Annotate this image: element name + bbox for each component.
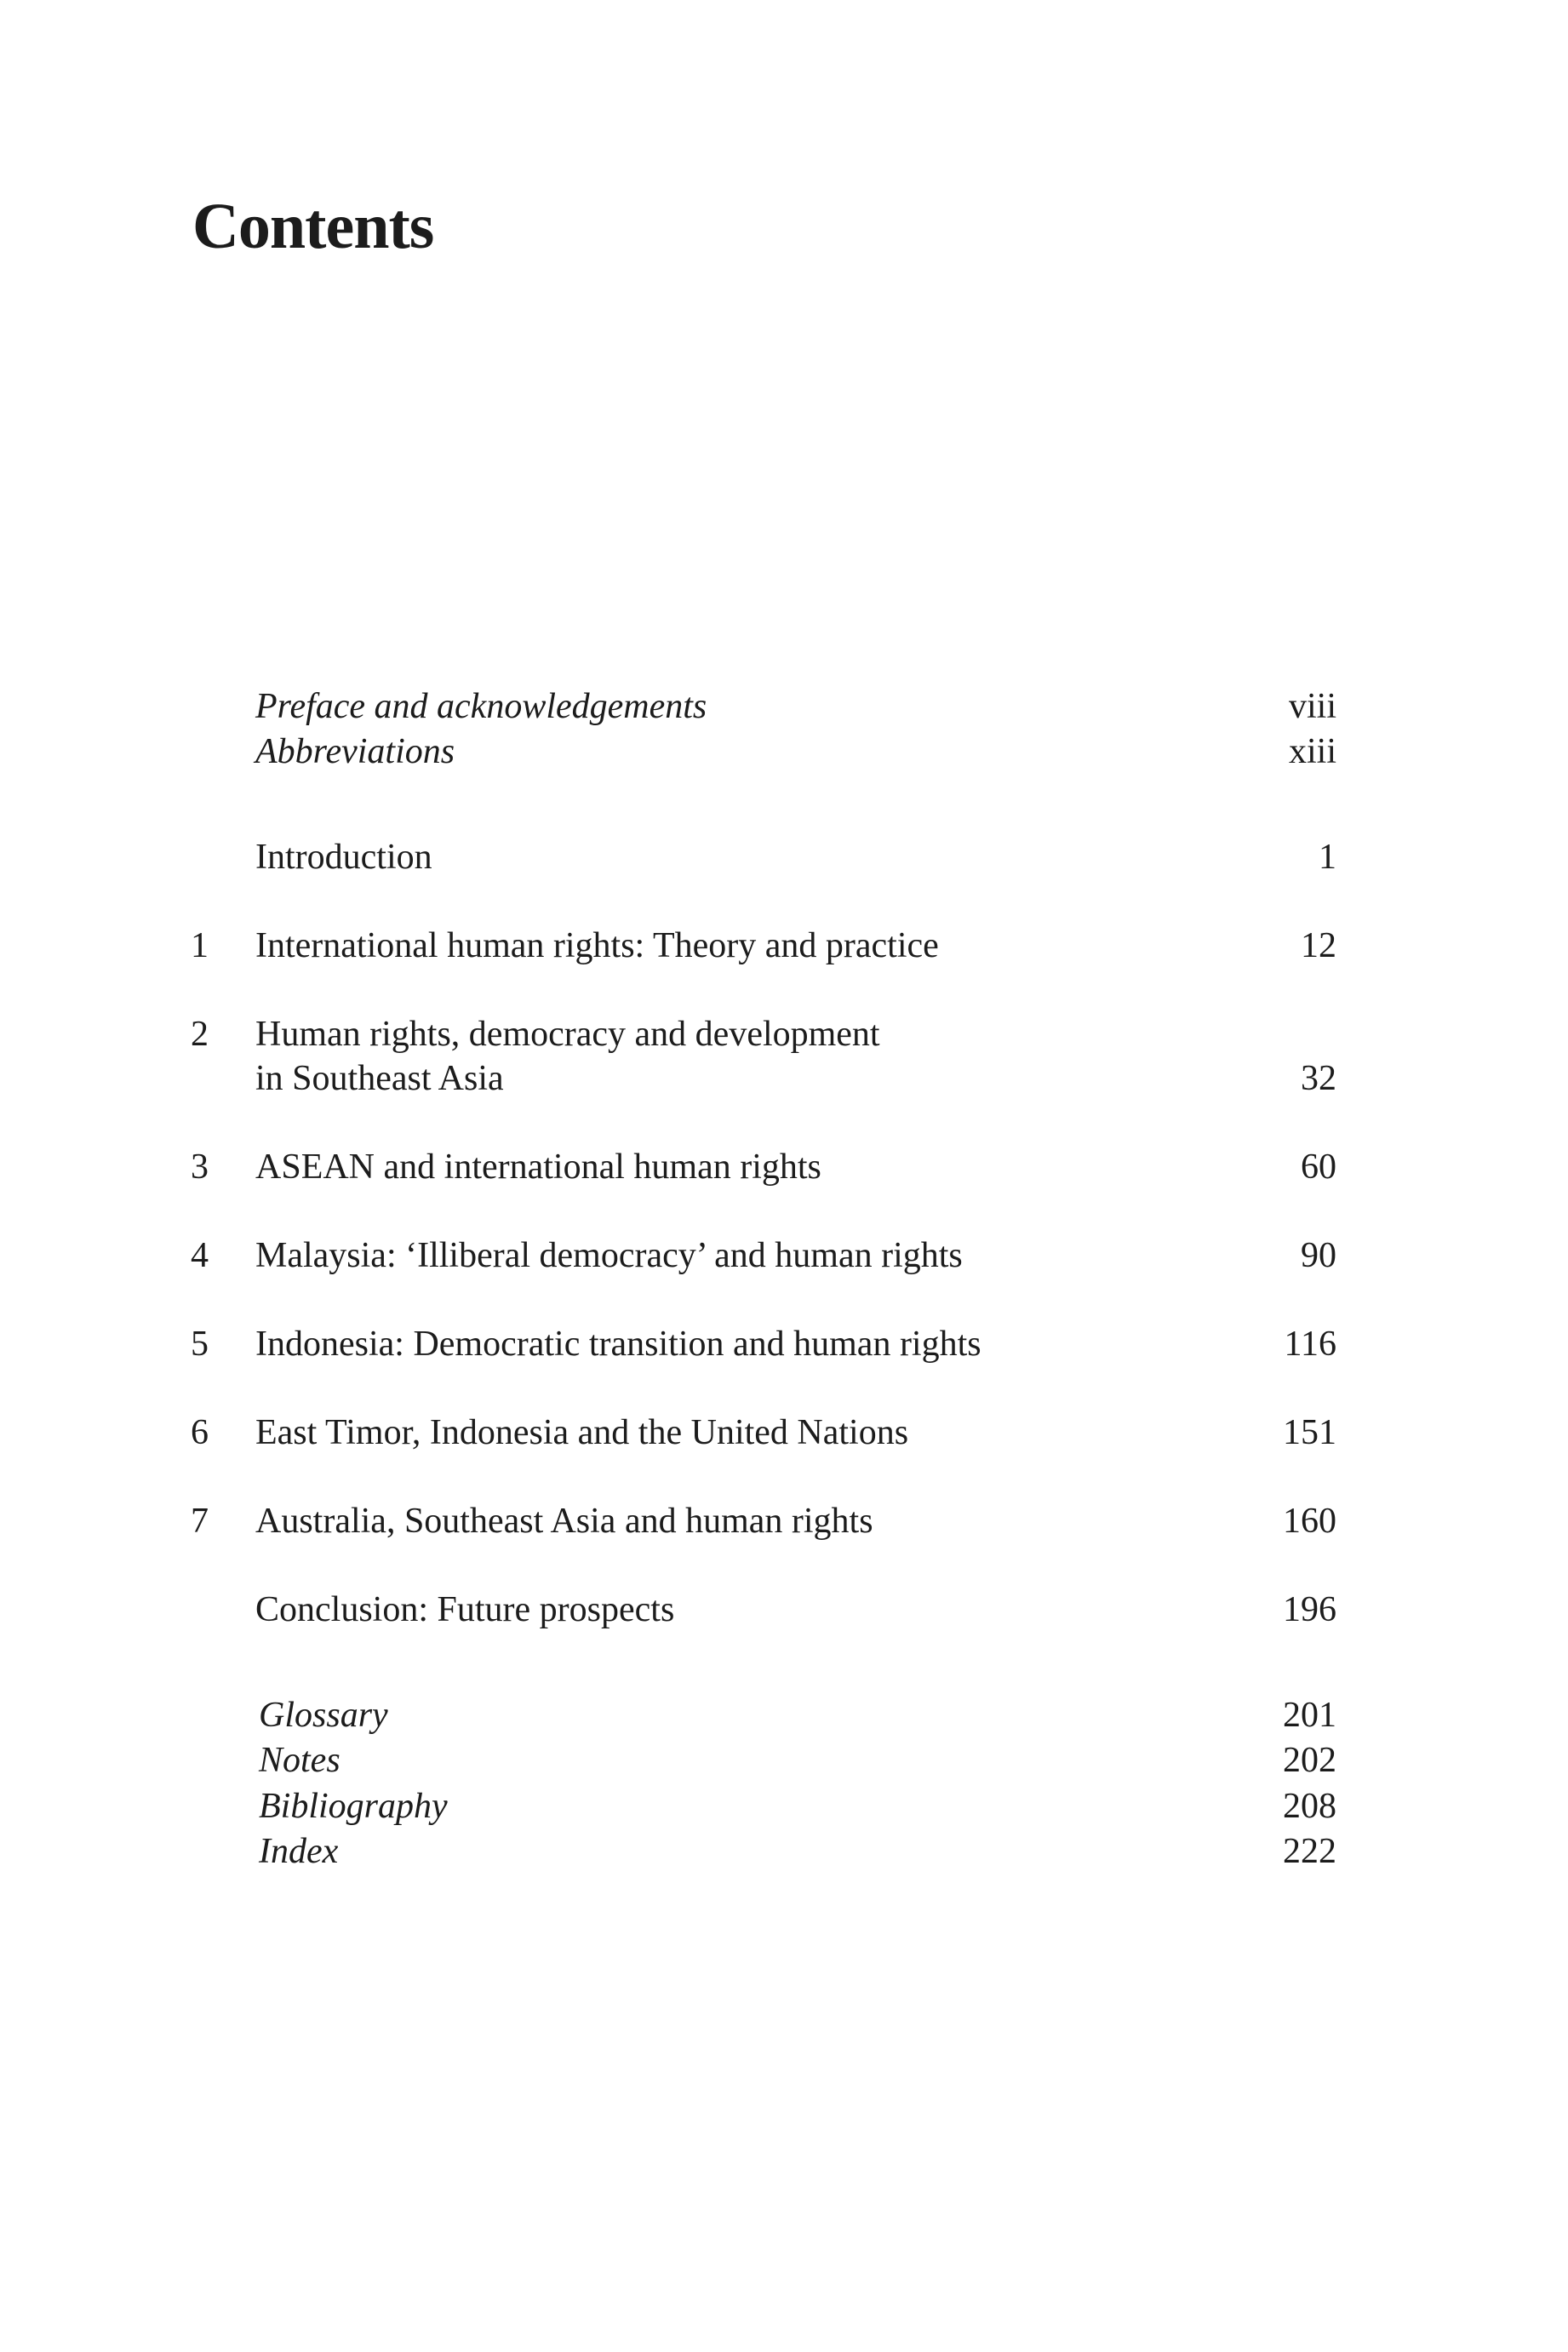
toc-entry-title: Abbreviations [255,732,455,771]
toc-entry-title: Malaysia: ‘Illiberal democracy’ and human rights [255,1236,963,1275]
toc-entry-title: East Timor, Indonesia and the United Nations [255,1413,909,1452]
toc-entry-preface[interactable] [0,684,1568,729]
toc-entry-page: viii [1288,687,1336,726]
toc-entry-page: 32 [1301,1059,1336,1098]
toc-entry-page: 151 [1283,1413,1336,1452]
toc-entry-chapter-2[interactable] [0,1012,1568,1101]
toc-entry-conclusion[interactable] [0,1588,1568,1632]
toc-entry-page: 1 [1319,838,1336,877]
chapter-number: 4 [191,1236,209,1275]
toc-entry-chapter-5[interactable] [0,1322,1568,1366]
toc-entry-title: Notes [259,1741,340,1780]
toc-entry-introduction[interactable] [0,835,1568,879]
chapter-number: 6 [191,1413,209,1452]
toc-entry-bibliography[interactable] [0,1784,1568,1828]
toc-entry-title: Glossary [259,1696,388,1735]
toc-entry-chapter-4[interactable] [0,1233,1568,1278]
toc-entry-chapter-6[interactable] [0,1411,1568,1455]
toc-entry-title: Bibliography [259,1787,448,1826]
toc-entry-glossary[interactable] [0,1693,1568,1737]
toc-entry-page: xiii [1288,732,1336,771]
toc-entry-page: 202 [1283,1741,1336,1780]
toc-entry-page: 201 [1283,1696,1336,1735]
toc-entry-page: 222 [1283,1832,1336,1871]
toc-entry-title: Preface and acknowledgements [255,687,707,726]
toc-entry-page: 60 [1301,1147,1336,1187]
toc-entry-page: 12 [1301,926,1336,965]
toc-entry-title: Index [259,1832,339,1871]
chapter-number: 2 [191,1015,209,1054]
toc-entry-page: 208 [1283,1787,1336,1826]
toc-entry-title: ASEAN and international human rights [255,1147,821,1187]
chapter-number: 5 [191,1325,209,1364]
chapter-number: 7 [191,1502,209,1541]
toc-entry-abbreviations[interactable] [0,730,1568,774]
toc-entry-title: Indonesia: Democratic transition and human rights [255,1325,981,1364]
toc-entry-index[interactable] [0,1829,1568,1874]
toc-entry-page: 116 [1284,1325,1336,1364]
toc-entry-title: International human rights: Theory and practice [255,926,939,965]
toc-entry-page: 196 [1283,1590,1336,1629]
toc-entry-title-line2: in Southeast Asia [255,1059,504,1098]
toc-entry-chapter-7[interactable] [0,1499,1568,1543]
toc-entry-notes[interactable] [0,1738,1568,1783]
chapter-number: 1 [191,926,209,965]
toc-entry-page: 160 [1283,1502,1336,1541]
toc-entry-chapter-3[interactable] [0,1145,1568,1189]
toc-entry-title: Australia, Southeast Asia and human rights [255,1502,873,1541]
toc-entry-title: Introduction [255,838,432,877]
page-title: Contents [192,191,434,262]
toc-entry-chapter-1[interactable] [0,924,1568,968]
chapter-number: 3 [191,1147,209,1187]
toc-entry-page: 90 [1301,1236,1336,1275]
toc-entry-title-line1: Human rights, democracy and development [255,1015,880,1054]
toc-entry-title: Conclusion: Future prospects [255,1590,675,1629]
